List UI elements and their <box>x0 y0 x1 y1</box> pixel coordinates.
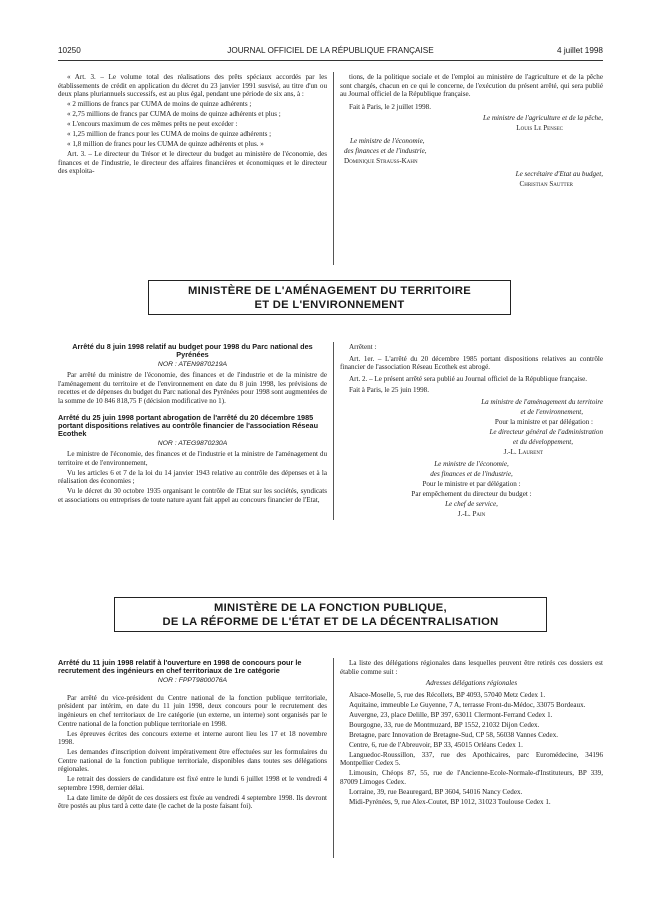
column-divider <box>333 72 334 265</box>
top-left-column <box>58 73 327 177</box>
signatory-title: Le secrétaire d'Etat au budget, <box>515 169 603 178</box>
address-item: Alsace-Moselle, 5, rue des Récollets, BP 4093, 57040 Metz Cedex 1. <box>349 690 546 699</box>
ministry-heading-box <box>114 597 547 632</box>
decree-title: Arrêté du 25 juin 1998 portant abrogation de l'arrêté du 20 décembre 1985 portant dispositions relatives au contrôle financier de l'association Réseau Ecothek <box>58 412 319 439</box>
paragraph: Arrêtent : <box>349 343 377 351</box>
address-item: Midi-Pyrénées, 9, rue Alex-Coutet, BP 1012, 31023 Toulouse Cedex 1. <box>349 797 551 806</box>
signatory-title: Le ministre de l'agriculture et de la pêche, <box>483 114 603 123</box>
paragraph: « 2,75 millions de francs par CUMA de moins de quinze adhérents et plus ; <box>67 110 281 119</box>
paragraph: Le ministre de l'économie, des finances et de l'industrie et la ministre de l'aménagement du territoire et de l'environnement, <box>58 450 327 467</box>
article: Art. 2. – Le présent arrêté sera publié au Journal officiel de la République française. <box>349 374 588 383</box>
paragraph: Le retrait des dossiers de candidature est fixé entre le lundi 6 juillet 1998 et le vendredi 4 septembre 1998, dernier délai. <box>58 775 327 792</box>
page-number: 10250 <box>58 46 81 55</box>
journal-title: JOURNAL OFFICIEL DE LA RÉPUBLIQUE FRANÇAISE <box>227 46 434 55</box>
m1-right-column <box>340 343 603 520</box>
address-item: Centre, 6, rue de l'Abreuvoir, BP 33, 45015 Orléans Cedex 1. <box>349 740 523 749</box>
decree-title: Arrêté du 8 juin 1998 relatif au budget pour 1998 du Parc national des Pyrénées <box>72 342 313 360</box>
nor-reference: NOR : ATEN9870219A <box>157 361 228 369</box>
signatory-name: Louis Le Pensec <box>516 124 563 133</box>
paragraph: Vu les articles 6 et 7 de la loi du 14 janvier 1943 relative au contrôle des dépenses et à la réalisation des économies ; <box>58 468 327 486</box>
signatory-name: J.-L. Laurent <box>503 447 543 456</box>
paragraph: Vu le décret du 30 octobre 1935 organisant le contrôle de l'Etat sur les sociétés, syndicats et associations ou entreprises de toute nature ayant fait appel au concours financier de l'Etat, <box>58 487 327 504</box>
m2-left-column <box>58 659 327 812</box>
ministry-heading: ET DE L'ENVIRONNEMENT <box>254 299 405 311</box>
signature-date: Fait à Paris, le 25 juin 1998. <box>349 386 429 395</box>
paragraph: Les épreuves écrites des concours externe et interne auront lieu les 17 et 18 novembre 1998. <box>58 729 327 747</box>
section-heading: Adresses délégations régionales <box>425 679 518 688</box>
signatory-title: Le ministre de l'économie, <box>350 136 425 145</box>
page-header <box>58 46 603 60</box>
signatory-name: J.-L. Pain <box>457 510 486 519</box>
article: Art. 1er. – L'arrêté du 20 décembre 1985 portant dispositions relatives au contrôle financier de l'association Réseau Ecothek est abrogé. <box>340 354 603 372</box>
address-item: Languedoc-Roussillon, 337, rue des Apothicaires, parc Euromédecine, 34196 Montpellier Cedex 5. <box>340 750 603 768</box>
ministry-heading: MINISTÈRE DE L'AMÉNAGEMENT DU TERRITOIRE <box>188 285 471 297</box>
signatory-title: Par empêchement du directeur du budget : <box>411 490 532 499</box>
paragraph: La liste des délégations régionales dans lesquelles peuvent être retirés ces dossiers est établie comme suit : <box>340 659 603 676</box>
signatory-title: et de l'environnement, <box>520 407 583 416</box>
signatory-title: Pour le ministre et par délégation : <box>422 480 521 489</box>
signatory-title: La ministre de l'aménagement du territoire <box>481 397 603 406</box>
address-item: Lorraine, 39, rue Beauregard, BP 3604, 54016 Nancy Cedex. <box>349 787 523 796</box>
signatory-title: des finances et de l'industrie, <box>430 470 513 479</box>
paragraph: Par arrêté du ministre de l'économie, des finances et de l'industrie et de la ministre de l'aménagement du territoire et de l'environnement en date du 8 juin 1998, les prévisions de recettes et de dépenses du budget du Parc national des Pyrénées pour 1998 sont augmentées de la somme de 10 846 818,75 F (décision modificative no 1). <box>58 371 327 405</box>
paragraph: Art. 3. – Le directeur du Trésor et le directeur du budget au ministère de l'économie, des finances et de l'industrie, le directeur des affaires financières et économiques et le directeur des exploita- <box>58 150 327 176</box>
signatory-title: Pour la ministre et par délégation : <box>494 417 593 426</box>
signatory-name: Christian Sautter <box>519 179 573 188</box>
top-right-column <box>340 73 603 189</box>
decree-title: Arrêté du 11 juin 1998 relatif à l'ouverture en 1998 de concours pour le recrutement des ingénieurs en chef territoriaux de 1re catégorie <box>58 658 302 676</box>
paragraph: « 1,25 million de francs pour les CUMA de moins de quinze adhérents ; <box>67 130 272 139</box>
paragraph: « L'encours maximum de ces mêmes prêts ne peut excéder : <box>67 120 238 129</box>
ministry-heading: DE LA RÉFORME DE L'ÉTAT ET DE LA DÉCENTRALISATION <box>162 616 499 628</box>
paragraph: Par arrêté du vice-président du Centre national de la fonction publique territoriale, président par intérim, en date du 11 juin 1998, deux concours pour le recrutement des ingénieurs en chef territoriaux de 1re catégorie (un externe, un interne) sont organisés par le Centre national de la fonction publique territoriale en 1998. <box>58 693 327 728</box>
signatory-title: Le directeur général de l'administration <box>489 427 603 436</box>
address-item: Auvergne, 23, place Delille, BP 397, 63011 Clermont-Ferrand Cedex 1. <box>349 710 553 719</box>
m2-right-column <box>340 659 603 808</box>
signatory-title: Le ministre de l'économie, <box>434 460 509 469</box>
signature-date: Fait à Paris, le 2 juillet 1998. <box>349 102 431 111</box>
ministry-heading-box <box>148 280 511 315</box>
address-item: Limousin, Chéops 87, 55, rue de l'Ancienne-Ecole-Normale-d'Instituteurs, BP 339, 87009 Limoges Cedex. <box>340 769 603 786</box>
signatory-title: et du développement, <box>512 437 573 446</box>
paragraph: tions, de la politique sociale et de l'emploi au ministère de l'agriculture et de la pêche sont chargés, chacun en ce qui le concerne, de l'exécution du présent arrêté, qui sera publié au Journal officiel de la République française. <box>340 73 603 99</box>
signatory-title: des finances et de l'industrie, <box>344 146 427 155</box>
address-item: Bourgogne, 33, rue de Montmuzard, BP 1552, 21032 Dijon Cedex. <box>349 720 540 729</box>
signatory-title: Le chef de service, <box>445 500 498 509</box>
header-rule <box>58 60 603 61</box>
address-item: Aquitaine, immeuble Le Guyenne, 7 A, terrasse Front-du-Médoc, 33075 Bordeaux. <box>349 700 586 709</box>
ministry-heading: MINISTÈRE DE LA FONCTION PUBLIQUE, <box>214 602 447 614</box>
paragraph: La date limite de dépôt de ces dossiers est fixée au vendredi 4 septembre 1998. Ils devront être postés au plus tard à cette date (le cachet de la poste faisant foi). <box>58 793 327 811</box>
nor-reference: NOR : FPPT9800076A <box>157 677 228 685</box>
paragraph: Les demandes d'inscription doivent impérativement être effectuées sur les formulaires du Centre national de la fonction publique territoriale, disponibles dans toutes ses délégations régionales. <box>58 748 327 774</box>
nor-reference: NOR : ATEG9870230A <box>157 440 228 448</box>
issue-date: 4 juillet 1998 <box>557 46 603 55</box>
address-item: Bretagne, parc Innovation de Bretagne-Sud, CP 58, 56038 Vannes Cedex. <box>349 730 559 739</box>
paragraph: « Art. 3. – Le volume total des réalisations des prêts spéciaux accordés par les établissements de crédit en application du décret du 23 janvier 1991 susvisé, au titre d'un ou deux plans pluriannuels successifs, est au plus égal, pendant une période de six ans, à : <box>58 73 327 99</box>
paragraph: « 1,8 million de francs pour les CUMA de quinze adhérents et plus. » <box>67 140 264 149</box>
column-divider <box>333 342 334 520</box>
m1-left-column <box>58 343 327 506</box>
paragraph: « 2 millions de francs par CUMA de moins de quinze adhérents ; <box>67 100 252 109</box>
column-divider <box>333 658 334 858</box>
signatory-name: Dominique Strauss-Kahn <box>344 156 418 165</box>
